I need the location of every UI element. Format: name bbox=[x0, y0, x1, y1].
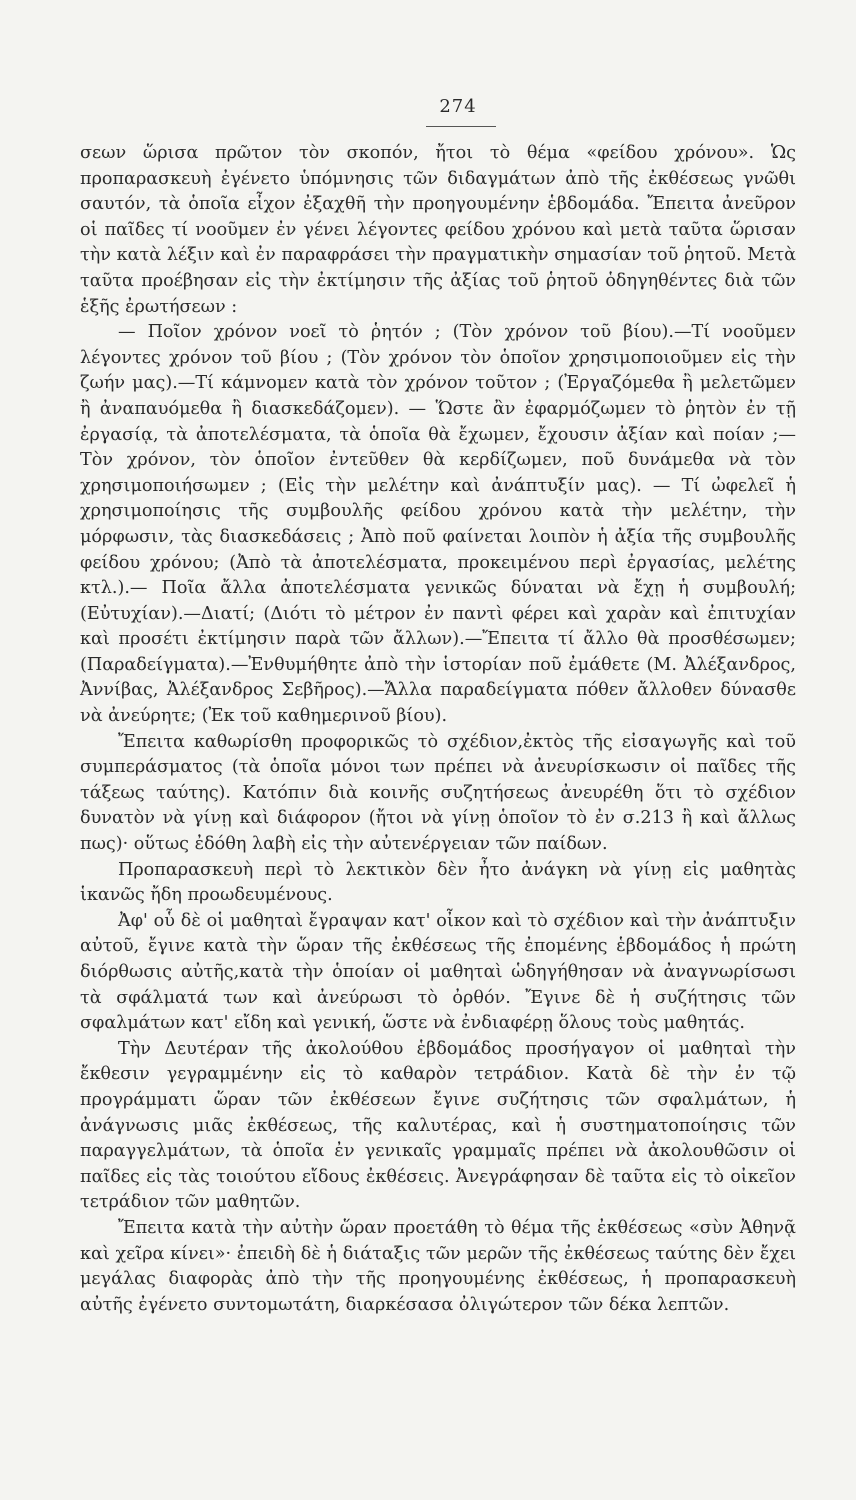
paragraph: σεων ὥρισα πρῶτον τὸν σκοπόν, ἤτοι τὸ θέμα «φείδου χρόνου». Ὡς προπαρασκευὴ ἐγένετο ὑπόμνησις τῶν διδαγμάτων ἀπὸ τῆς ἐκθέσεως γνῶθι σαυτόν, τὰ ὁποῖα εἶχον ἐξαχθῆ τὴν προηγουμένην ἑβδομάδα. Ἔπειτα ἀνεῦρον οἱ παῖδες τί νοοῦμεν ἐν γένει λέγοντες φείδου χρόνου καὶ μετὰ ταῦτα ὥρισαν τὴν κατὰ λέξιν καὶ ἐν παραφράσει τὴν πραγματικὴν σημασίαν τοῦ ῥητοῦ. Μετὰ ταῦτα προέβησαν εἰς τὴν ἐκτίμησιν τῆς ἀξίας τοῦ ῥητοῦ ὁδηγηθέντες διὰ τῶν ἑξῆς ἐρωτήσεων : bbox=[80, 143, 796, 317]
paragraph: Τὴν Δευτέραν τῆς ἀκολούθου ἑβδομάδος προσήγαγον οἱ μαθηταὶ τὴν ἔκθεσιν γεγραμμένην εἰς τὸ καθαρὸν τετράδιον. Κατὰ δὲ τὴν ἐν τῷ προγράμματι ὥραν τῶν ἐκθέσεων ἔγινε συζήτησις τῶν σφαλμάτων, ἡ ἀνάγνωσις μιᾶς ἐκθέσεως, τῆς καλυτέρας, καὶ ἡ συστηματοποίησις τῶν παραγγελμάτων, τὰ ὁποῖα ἐν γενικαῖς γραμμαῖς πρέπει νὰ ἀκολουθῶσιν οἱ παῖδες εἰς τὰς τοιούτου εἴδους ἐκθέσεις. Ἀνεγράφησαν δὲ ταῦτα εἰς τὸ οἰκεῖον τετράδιον τῶν μαθητῶν. bbox=[80, 1038, 796, 1213]
paragraph: Ἔπειτα καθωρίσθη προφορικῶς τὸ σχέδιον,ἐκτὸς τῆς εἰσαγωγῆς καὶ τοῦ συμπεράσματος (τὰ ὁποῖα μόνοι των πρέπει νὰ ἀνευρίσκωσιν οἱ παῖδες τῆς τάξεως ταύτης). Κατόπιν διὰ κοινῆς συζητήσεως ἀνευρέθη ὅτι τὸ σχέδιον δυνατὸν νὰ γίνῃ καὶ διάφορον (ἤτοι νὰ γίνῃ ὁποῖον τὸ ἐν σ.213 ἢ καὶ ἄλλως πως)· οὕτως ἐδόθη λαβὴ εἰς τὴν αὐτενέργειαν τῶν παίδων. bbox=[80, 731, 796, 855]
paragraph: Ἔπειτα κατὰ τὴν αὐτὴν ὥραν προετάθη τὸ θέμα τῆς ἐκθέσεως «σὺν Ἀθηνᾷ καὶ χεῖρα κίνει»· ἐπειδὴ δὲ ἡ διάταξις τῶν μερῶν τῆς ἐκθέσεως ταύτης δὲν ἔχει μεγάλας διαφορὰς ἀπὸ τὴν τῆς προηγουμένης ἐκθέσεως, ἡ προπαρασκευὴ αὐτῆς ἐγένετο συντομωτάτη, διαρκέσασα ὀλιγώτερον τῶν δέκα λεπτῶν. bbox=[80, 1217, 796, 1315]
paragraph: — Ποῖον χρόνον νοεῖ τὸ ῥητόν ; (Τὸν χρόνον τοῦ βίου).—Τί νοοῦμεν λέγοντες χρόνον τοῦ βίου ; (Τὸν χρόνον τὸν ὁποῖον χρησιμοποιοῦμεν εἰς τὴν ζωήν μας).—Τί κάμνομεν κατὰ τὸν χρόνον τοῦτον ; (Ἐργαζόμεθα ἢ μελετῶμεν ἢ ἀναπαυόμεθα ἢ διασκεδάζομεν). — Ὥστε ἂν ἐφαρμόζωμεν τὸ ῥητὸν ἐν τῇ ἐργασίᾳ, τὰ ἀποτελέσματα, τὰ ὁποῖα θὰ ἔχωμεν, ἔχουσιν ἀξίαν καὶ ποίαν ;—Τὸν χρόνον, τὸν ὁποῖον ἐντεῦθεν θὰ κερδίζωμεν, ποῦ δυνάμεθα νὰ τὸν χρησιμοποιήσωμεν ; (Εἰς τὴν μελέτην καὶ ἀνάπτυξίν μας). — Τί ὠφελεῖ ἡ χρησιμοποίησις τῆς συμβουλῆς φείδου χρόνου κατὰ τὴν μελέτην, τὴν μόρφωσιν, τὰς διασκεδάσεις ; Ἀπὸ ποῦ φαίνεται λοιπὸν ἡ ἀξία τῆς συμβουλῆς φείδου χρόνου; (Ἀπὸ τὰ ἀποτελέσματα, προκειμένου περὶ ἐργασίας, μελέτης κτλ.).— Ποῖα ἄλλα ἀποτελέσματα γενικῶς δύναται νὰ ἔχῃ ἡ συμβουλή; (Εὐτυχίαν).—Διατί; (Διότι τὸ μέτρον ἐν παντὶ φέρει καὶ χαρὰν καὶ ἐπιτυχίαν καὶ προσέτι ἐκτίμησιν παρὰ τῶν ἄλλων).—Ἔπειτα τί ἄλλο θὰ προσθέσωμεν; (Παραδείγματα).—Ἐνθυμήθητε ἀπὸ τὴν ἱστορίαν ποῦ ἐμάθετε (Μ. Ἀλέξανδρος, Ἀννίβας, Ἀλέξανδρος Σεβῆρος).—Ἄλλα παραδείγματα πόθεν ἄλλοθεν δύνασθε νὰ ἀνεύρητε; (Ἐκ τοῦ καθημερινοῦ βίου). bbox=[80, 322, 796, 727]
page-number: 274 bbox=[439, 96, 477, 117]
body-text bbox=[80, 141, 796, 1318]
page-number-rule bbox=[426, 126, 496, 127]
paragraph: Προπαρασκευὴ περὶ τὸ λεκτικὸν δὲν ἦτο ἀνάγκη νὰ γίνῃ εἰς μαθητὰς ἱκανῶς ἤδη προωδευμένους. bbox=[80, 859, 796, 906]
paragraph: Ἀφ' οὗ δὲ οἱ μαθηταὶ ἔγραψαν κατ' οἶκον καὶ τὸ σχέδιον καὶ τὴν ἀνάπτυξιν αὐτοῦ, ἔγινε κατὰ τὴν ὥραν τῆς ἐκθέσεως τῆς ἐπομένης ἑβδομάδος ἡ πρώτη διόρθωσις αὐτῆς,κατὰ τὴν ὁποίαν οἱ μαθηταὶ ὡδηγήθησαν νὰ ἀναγνωρίσωσι τὰ σφάλματά των καὶ ἀνεύρωσι τὸ ὀρθόν. Ἔγινε δὲ ἡ συζήτησις τῶν σφαλμάτων κατ' εἴδη καὶ γενική, ὥστε νὰ ἐνδιαφέρῃ ὅλους τοὺς μαθητάς. bbox=[80, 910, 796, 1034]
